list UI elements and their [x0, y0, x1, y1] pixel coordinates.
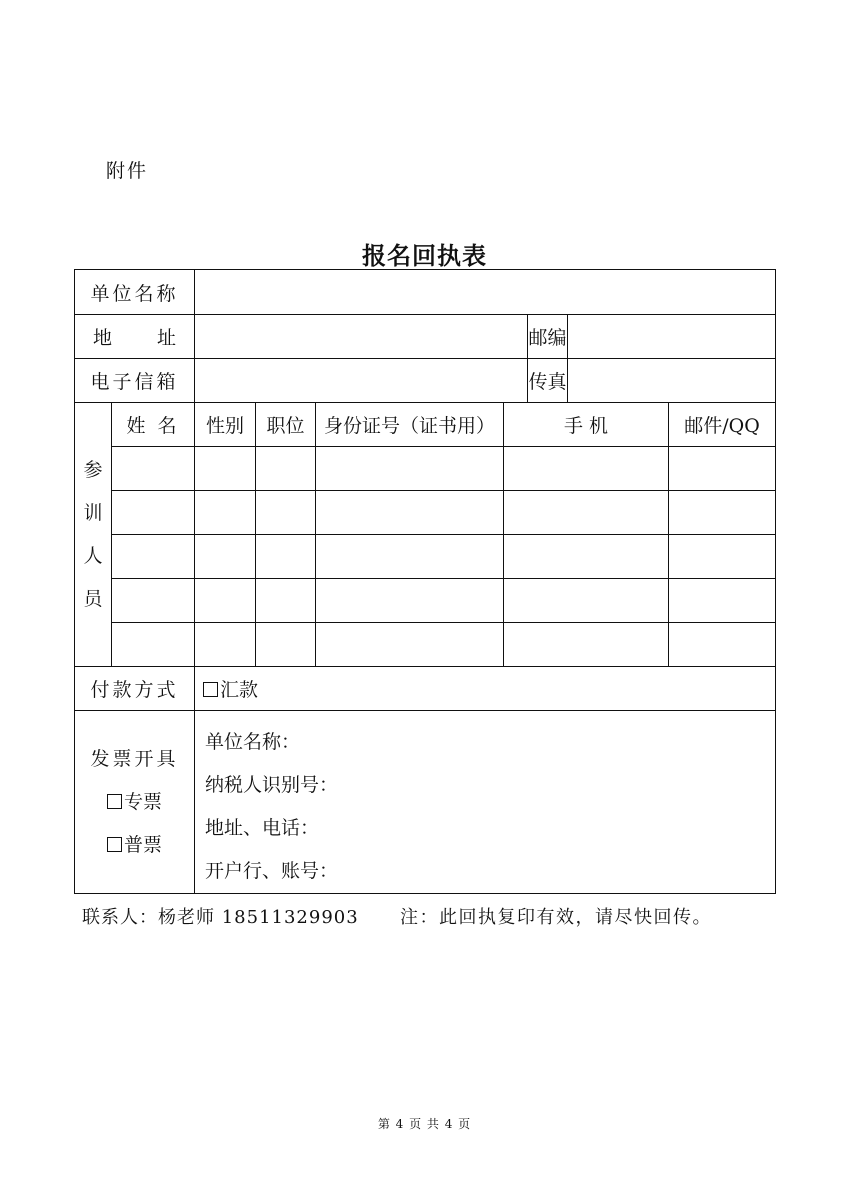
position-cell[interactable]: [256, 447, 316, 491]
column-header-id-number: 身份证号（证书用）: [316, 403, 504, 447]
position-cell[interactable]: [256, 579, 316, 623]
address-field[interactable]: [195, 315, 528, 359]
table-row: [75, 535, 776, 579]
mobile-cell[interactable]: [504, 535, 669, 579]
name-cell[interactable]: [112, 491, 195, 535]
normal-invoice-label: 普票: [124, 833, 163, 856]
mobile-cell[interactable]: [504, 447, 669, 491]
name-cell[interactable]: [112, 447, 195, 491]
gender-cell[interactable]: [195, 623, 256, 667]
table-row: [75, 623, 776, 667]
invoice-option-normal: [75, 824, 194, 867]
address-label-cell: [75, 315, 195, 359]
fax-label: 传真: [528, 359, 568, 403]
form-title: 报名回执表: [362, 241, 487, 270]
normal-invoice-checkbox[interactable]: [107, 837, 122, 852]
attachment-label: 附件: [106, 160, 149, 182]
id-number-cell[interactable]: [316, 579, 504, 623]
invoice-label: 发票开具: [90, 747, 179, 770]
column-header-name: 姓 名: [112, 403, 195, 447]
email-qq-cell[interactable]: [669, 535, 776, 579]
postcode-label: 邮编: [528, 315, 568, 359]
email-qq-cell[interactable]: [669, 447, 776, 491]
position-cell[interactable]: [256, 623, 316, 667]
participants-label-char: 训: [83, 501, 103, 524]
mobile-cell[interactable]: [504, 491, 669, 535]
registration-form-table: [74, 269, 776, 894]
mobile-cell[interactable]: [504, 623, 669, 667]
special-invoice-checkbox[interactable]: [107, 794, 122, 809]
name-cell[interactable]: [112, 623, 195, 667]
contact-info: 联系人：杨老师 18511329903: [82, 907, 359, 928]
id-number-cell[interactable]: [316, 623, 504, 667]
unit-name-field[interactable]: [195, 270, 776, 315]
column-header-position: 职位: [256, 403, 316, 447]
email-qq-cell[interactable]: [669, 491, 776, 535]
table-row: [75, 447, 776, 491]
postcode-field[interactable]: [568, 315, 776, 359]
id-number-cell[interactable]: [316, 535, 504, 579]
name-cell[interactable]: [112, 535, 195, 579]
page-number: 第 4 页 共 4 页: [377, 1117, 472, 1131]
table-row: [75, 579, 776, 623]
invoice-unit-name-label: 单位名称：: [205, 731, 301, 753]
participants-label-char: 员: [83, 587, 103, 610]
payment-method-label: 付款方式: [75, 667, 195, 711]
position-cell[interactable]: [256, 491, 316, 535]
remittance-option-label: 汇款: [220, 679, 259, 701]
payment-method-options: [195, 667, 776, 711]
id-number-cell[interactable]: [316, 447, 504, 491]
email-qq-cell[interactable]: [669, 623, 776, 667]
invoice-bank-account-label: 开户行、账号：: [205, 860, 339, 882]
gender-cell[interactable]: [195, 579, 256, 623]
fax-field[interactable]: [568, 359, 776, 403]
invoice-details-cell[interactable]: [195, 711, 776, 894]
position-cell[interactable]: [256, 535, 316, 579]
table-row: [75, 491, 776, 535]
gender-cell[interactable]: [195, 535, 256, 579]
email-qq-cell[interactable]: [669, 579, 776, 623]
invoice-address-phone-label: 地址、电话：: [205, 817, 320, 839]
gender-cell[interactable]: [195, 491, 256, 535]
id-number-cell[interactable]: [316, 491, 504, 535]
column-header-mobile: 手 机: [504, 403, 669, 447]
copy-note: 注：此回执复印有效，请尽快回传。: [400, 907, 712, 928]
invoice-label-cell: [75, 711, 195, 894]
gender-cell[interactable]: [195, 447, 256, 491]
email-label: 电子信箱: [75, 359, 195, 403]
invoice-option-special: [75, 781, 194, 824]
name-cell[interactable]: [112, 579, 195, 623]
address-label-char-2: 址: [157, 327, 177, 349]
participants-label-char: 参: [83, 458, 103, 481]
participants-label-char: 人: [83, 544, 103, 567]
address-label-char-1: 地: [93, 327, 113, 349]
mobile-cell[interactable]: [504, 579, 669, 623]
remittance-checkbox[interactable]: [203, 682, 218, 697]
invoice-taxpayer-id-label: 纳税人识别号：: [205, 774, 339, 796]
participants-label: [75, 403, 112, 667]
special-invoice-label: 专票: [124, 790, 163, 813]
email-field[interactable]: [195, 359, 528, 403]
column-header-gender: 性别: [195, 403, 256, 447]
unit-name-label: 单位名称: [75, 270, 195, 315]
column-header-email-qq: 邮件/QQ: [669, 403, 776, 447]
